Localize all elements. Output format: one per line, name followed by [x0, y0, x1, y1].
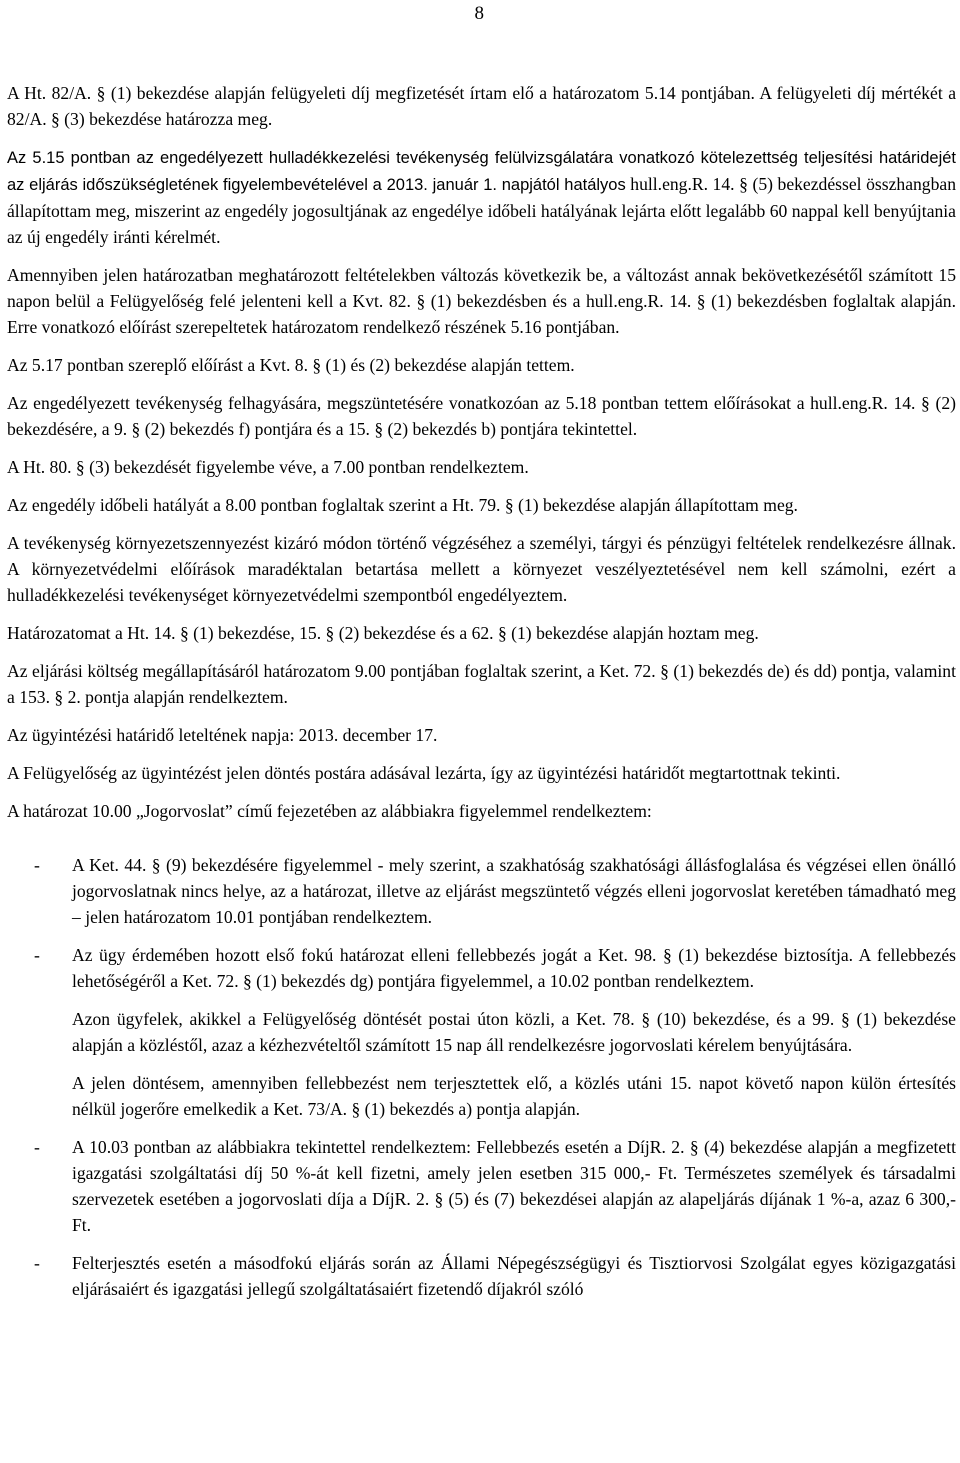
paragraph-1: A Ht. 82/A. § (1) bekezdése alapján felügyeleti díj megfizetését írtam elő a határozatom 5.14 pontjában. A felügyeleti díj mértékét a 82/A. § (3) bekezdése határozza meg.	[7, 83, 956, 129]
paragraph-2-part-a: Az 5.15 pontban az engedélyezett hulladékkezelési tevékenység felülvizsgálatára vonatkozó kötelezettség teljesítési határidejét az eljárás időszükségletének figyelembevételével a 2013. január 1. napjától hatályos	[7, 149, 956, 194]
list-dash: -	[34, 1137, 40, 1157]
paragraph-13: A határozat 10.00 „Jogorvoslat” című fejezetében az alábbiakra figyelemmel rendelkeztem:	[7, 801, 652, 821]
list-item-2-text: Az ügy érdemében hozott első fokú határozat elleni fellebbezés jogát a Ket. 98. § (1) bekezdése biztosítja. A fellebbezés lehetőségéről a Ket. 72. § (1) bekezdés dg) pontjára figyelemmel, a 10.02 pontban rendelkeztem.	[72, 945, 956, 991]
document-body	[7, 80, 956, 1314]
list-item	[7, 1250, 956, 1302]
list-dash: -	[34, 945, 40, 965]
list-item-2-sub-1: Azon ügyfelek, akikkel a Felügyelőség döntését postai úton közli, a Ket. 78. § (10) bekezdése, és a 99. § (1) bekezdése alapján a közléstől, azaz a kézhezvételtől számított 15 nap áll rendelkezésre jogorvoslati kérelem benyújtására.	[72, 1009, 956, 1055]
paragraph-7: Az engedély időbeli hatályát a 8.00 pontban foglaltak szerint a Ht. 79. § (1) bekezdése alapján állapítottam meg.	[7, 495, 798, 515]
paragraph-4: Az 5.17 pontban szereplő előírást a Kvt. 8. § (1) és (2) bekezdése alapján tettem.	[7, 355, 575, 375]
list-dash: -	[34, 1253, 40, 1273]
list-item	[7, 1134, 956, 1238]
list-item-4-text: Felterjesztés esetén a másodfokú eljárás során az Állami Népegészségügyi és Tisztiorvosi Szolgálat egyes közigazgatási eljárásaiért és igazgatási jellegű szolgáltatásaiért fizetendő díjakról szóló	[72, 1253, 956, 1299]
paragraph-2	[7, 144, 956, 250]
page-number: 8	[474, 3, 484, 24]
list-item	[7, 852, 956, 930]
paragraph-5: Az engedélyezett tevékenység felhagyására, megszüntetésére vonatkozóan az 5.18 pontban tettem előírásokat a hull.eng.R. 14. § (2) bekezdésére, a 9. § (2) bekezdés f) pontjára és a 15. § (2) bekezdés b) pontjára tekintettel.	[7, 393, 956, 439]
paragraph-6: A Ht. 80. § (3) bekezdését figyelembe véve, a 7.00 pontban rendelkeztem.	[7, 457, 529, 477]
spacer	[7, 836, 956, 852]
paragraph-8: A tevékenység környezetszennyezést kizáró módon történő végzéséhez a személyi, tárgyi és pénzügyi feltételek rendelkezésre állnak. A környezetvédelmi előírások maradéktalan betartása mellett a környezet veszélyeztetésével nem kell számolni, ezért a hulladékkezelési tevékenységet környezetvédelmi szempontból engedélyeztem.	[7, 533, 956, 605]
paragraph-9: Határozatomat a Ht. 14. § (1) bekezdése, 15. § (2) bekezdése és a 62. § (1) bekezdése alapján hoztam meg.	[7, 623, 759, 643]
list-item	[7, 942, 956, 1122]
list-item-2-sub-2: A jelen döntésem, amennyiben fellebbezést nem terjesztettek elő, a közlés utáni 15. napot követő napon külön értesítés nélkül jogerőre emelkedik a Ket. 73/A. § (1) bekezdés a) pontja alapján.	[72, 1073, 956, 1119]
paragraph-11: Az ügyintézési határidő leteltének napja: 2013. december 17.	[7, 725, 438, 745]
paragraph-3: Amennyiben jelen határozatban meghatározott feltételekben változás következik be, a változást annak bekövetkezésétől számított 15 napon belül a Felügyelőség felé jelenteni kell a Kvt. 82. § (1) bekezdésben és a hull.eng.R. 14. § (1) bekezdésben foglaltak alapján. Erre vonatkozó előírást szerepeltetek határozatom rendelkező részének 5.16 pontjában.	[7, 265, 956, 337]
paragraph-2-part-b: hull.eng.R. 14. § (5) bekezdéssel összhangban állapítottam meg, miszerint az engedély jogosultjának az engedélye időbeli hatályának lejárta előtt legalább 60 nappal kell benyújtania az új engedély iránti kérelmét.	[7, 174, 957, 247]
paragraph-12: A Felügyelőség az ügyintézést jelen döntés postára adásával lezárta, így az ügyintézési határidőt megtartottnak tekinti.	[7, 763, 841, 783]
list-item-1-text: A Ket. 44. § (9) bekezdésére figyelemmel - mely szerint, a szakhatóság szakhatósági állásfoglalása és végzései ellen önálló jogorvoslatnak nincs helye, az a határozat, illetve az eljárást megszüntető végzés elleni jogorvoslat keretében támadható meg – jelen határozatom 10.01 pontjában rendelkeztem.	[72, 855, 956, 927]
list-dash: -	[34, 855, 40, 875]
paragraph-10: Az eljárási költség megállapításáról határozatom 9.00 pontjában foglaltak szerint, a Ket. 72. § (1) bekezdés de) és dd) pontja, valamint a 153. § 2. pontja alapján rendelkeztem.	[7, 661, 956, 707]
list-item-3-text: A 10.03 pontban az alábbiakra tekintettel rendelkeztem: Fellebbezés esetén a DíjR. 2. § (4) bekezdése alapján a megfizetett igazgatási szolgáltatási díj 50 %-át kell fizetni, amely jelen esetben 315 000,- Ft. Természetes személyek és társadalmi szervezetek esetében a jogorvoslati díja a DíjR. 2. § (5) és (7) bekezdései alapján az alapeljárás díjának 1 %-a, azaz 6 300,- Ft.	[72, 1137, 956, 1235]
